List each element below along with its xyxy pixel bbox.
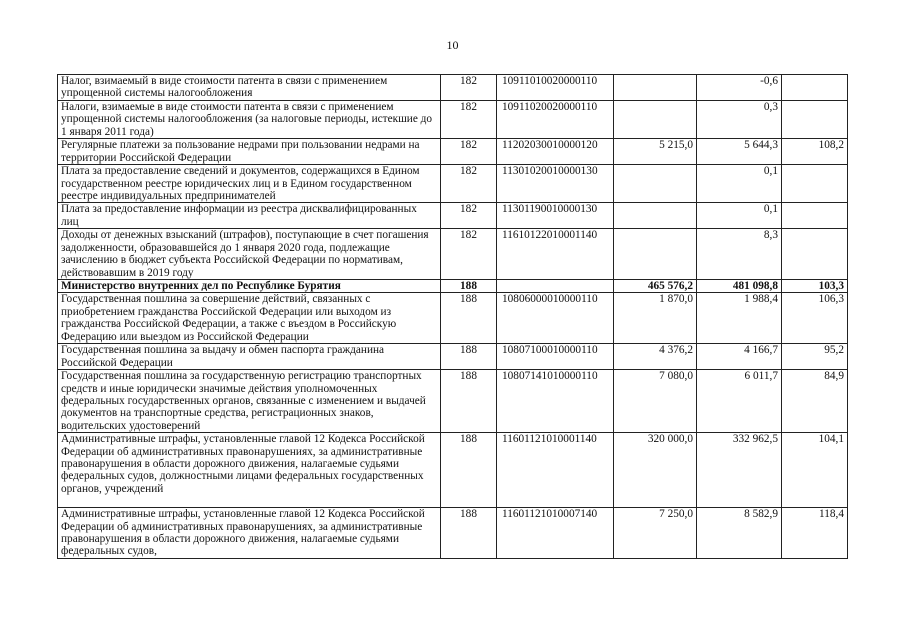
table-row [58,370,848,433]
actual-value: 481 098,8 [697,280,782,293]
plan-value [614,101,697,139]
page-number: 10 [446,38,459,52]
plan-value [614,75,697,101]
actual-value: 1 988,4 [697,293,782,344]
actual-value: 0,3 [697,101,782,139]
actual-value: 6 011,7 [697,370,782,433]
admin-code: 182 [441,75,497,101]
row-name: Административные штрафы, установленные главой 12 Кодекса Российской Федерации об административных правонарушениях, за административные правонарушения в области дорожного движения, налагаемые судьями федеральных судов, [58,508,441,559]
table-row [58,203,848,229]
budget-code: 11301020010000130 [497,165,614,203]
budget-code: 11601121010001140 [497,433,614,508]
budget-code: 10807141010000110 [497,370,614,433]
table-row [58,139,848,165]
percent-value: 118,4 [782,508,848,559]
percent-value: 103,3 [782,280,848,293]
plan-value [614,229,697,280]
plan-value: 5 215,0 [614,139,697,165]
row-name: Плата за предоставление сведений и документов, содержащихся в Едином государственном реестре юридических лиц и в Едином государственном реестре индивидуальных предпринимателей [58,165,441,203]
row-name: Министерство внутренних дел по Республике Бурятия [58,280,441,293]
row-name: Налог, взимаемый в виде стоимости патента в связи с применением упрощенной системы налогообложения [58,75,441,101]
table-row [58,280,848,293]
plan-value [614,203,697,229]
admin-code: 188 [441,508,497,559]
admin-code: 182 [441,101,497,139]
percent-value [782,165,848,203]
plan-value: 7 250,0 [614,508,697,559]
admin-code: 188 [441,370,497,433]
percent-value [782,101,848,139]
plan-value: 320 000,0 [614,433,697,508]
row-name: Доходы от денежных взысканий (штрафов), поступающие в счет погашения задолженности, образовавшейся до 1 января 2020 года, подлежащие зачислению в бюджет субъекта Российской Федерации по нормативам, действовавшим в 2019 году [58,229,441,280]
table-row [58,165,848,203]
actual-value: 8 582,9 [697,508,782,559]
admin-code: 182 [441,165,497,203]
table-row [58,75,848,101]
budget-code: 11601121010007140 [497,508,614,559]
budget-code: 10911020020000110 [497,101,614,139]
actual-value: 0,1 [697,203,782,229]
plan-value: 4 376,2 [614,344,697,370]
admin-code: 188 [441,280,497,293]
plan-value: 7 080,0 [614,370,697,433]
budget-code [497,280,614,293]
row-name: Налоги, взимаемые в виде стоимости патента в связи с применением упрощенной системы налогообложения (за налоговые периоды, истекшие до 1 января 2011 года) [58,101,441,139]
actual-value: 0,1 [697,165,782,203]
table-row [58,433,848,508]
budget-code: 10806000010000110 [497,293,614,344]
row-name: Плата за предоставление информации из реестра дисквалифицированных лиц [58,203,441,229]
plan-value [614,165,697,203]
budget-code: 11202030010000120 [497,139,614,165]
revenue-table [57,74,848,559]
table-row [58,508,848,559]
actual-value: 332 962,5 [697,433,782,508]
admin-code: 182 [441,139,497,165]
row-name: Государственная пошлина за выдачу и обмен паспорта гражданина Российской Федерации [58,344,441,370]
percent-value: 84,9 [782,370,848,433]
admin-code: 188 [441,344,497,370]
row-name: Административные штрафы, установленные главой 12 Кодекса Российской Федерации об административных правонарушениях, за административные правонарушения в области дорожного движения, налагаемые судьями федеральных судов, должностными лицами федеральных государственных органов, учреждений [58,433,441,508]
actual-value: 4 166,7 [697,344,782,370]
budget-code: 11301190010000130 [497,203,614,229]
table-row [58,293,848,344]
actual-value: 5 644,3 [697,139,782,165]
actual-value: -0,6 [697,75,782,101]
percent-value [782,203,848,229]
admin-code: 188 [441,293,497,344]
row-name: Государственная пошлина за государственную регистрацию транспортных средств и иные юридически значимые действия уполномоченных федеральных государственных органов, связанные с изменением и выдачей документов на транспортные средства, регистрационных знаков, водительских удостоверений [58,370,441,433]
actual-value: 8,3 [697,229,782,280]
percent-value: 108,2 [782,139,848,165]
percent-value [782,75,848,101]
row-name: Государственная пошлина за совершение действий, связанных с приобретением гражданства Российской Федерации или выходом из гражданства Российской Федерации, а также с въездом в Российскую Федерацию или выездом из Российской Федерации [58,293,441,344]
percent-value: 95,2 [782,344,848,370]
plan-value: 465 576,2 [614,280,697,293]
percent-value: 106,3 [782,293,848,344]
plan-value: 1 870,0 [614,293,697,344]
budget-code: 10807100010000110 [497,344,614,370]
percent-value: 104,1 [782,433,848,508]
row-name: Регулярные платежи за пользование недрами при пользовании недрами на территории Российской Федерации [58,139,441,165]
table-row [58,101,848,139]
admin-code: 182 [441,203,497,229]
admin-code: 188 [441,433,497,508]
percent-value [782,229,848,280]
budget-code: 10911010020000110 [497,75,614,101]
admin-code: 182 [441,229,497,280]
table-row [58,344,848,370]
budget-code: 11610122010001140 [497,229,614,280]
table-row [58,229,848,280]
